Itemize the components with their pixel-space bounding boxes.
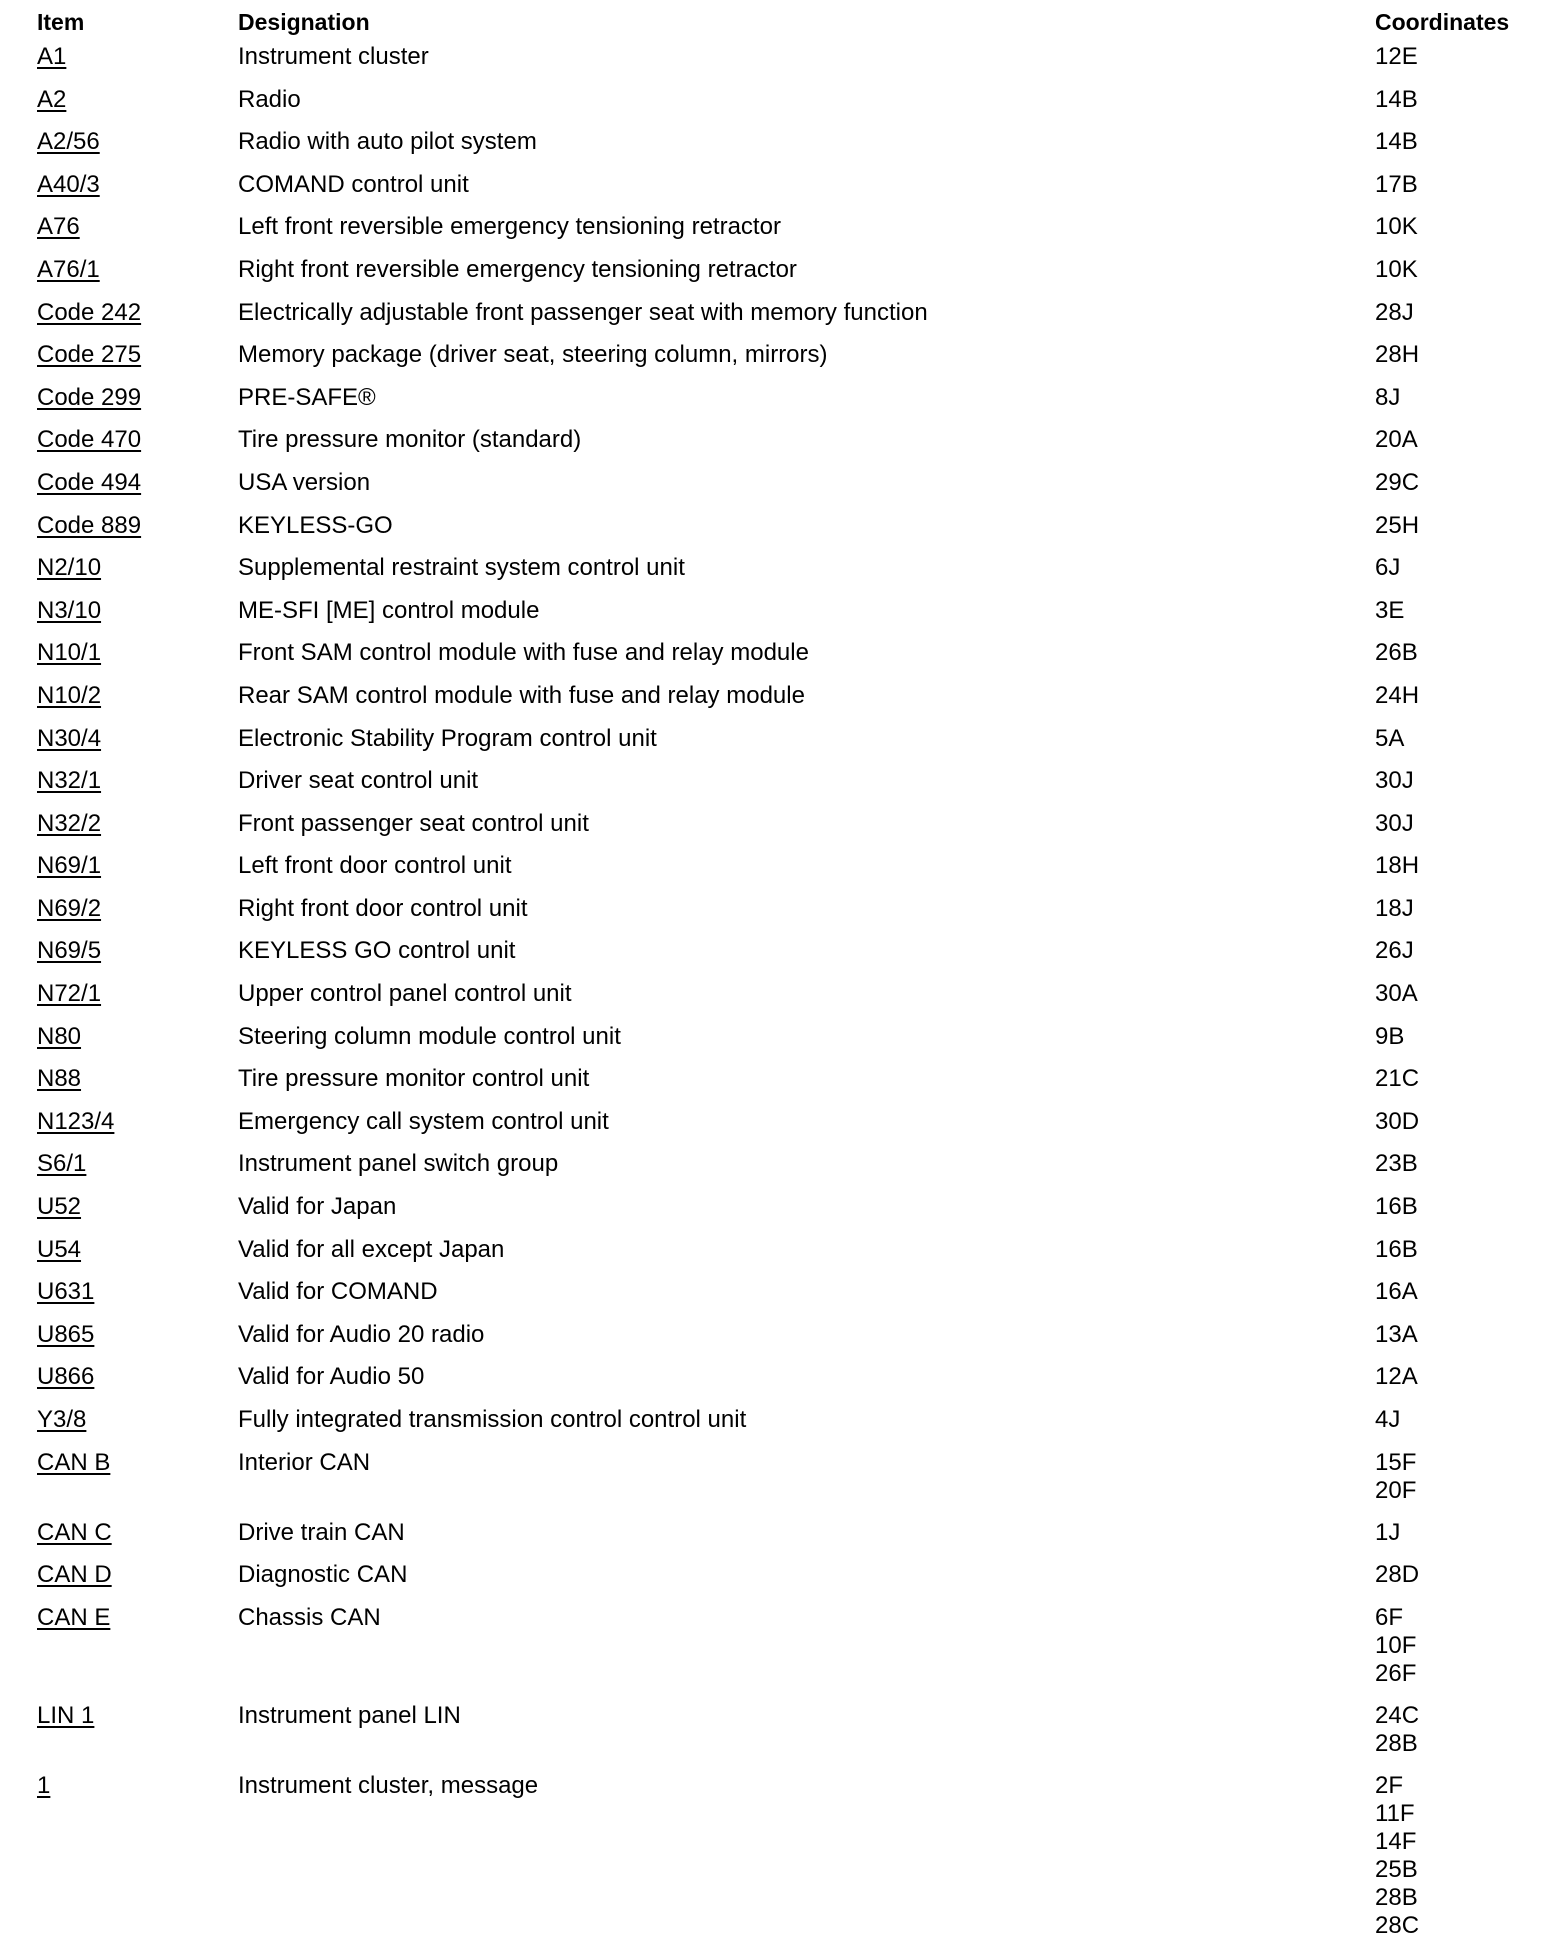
designation-cell: Instrument cluster, message <box>238 1771 539 1799</box>
coordinate-value: 23B <box>1375 1150 1418 1178</box>
designation-cell: COMAND control unit <box>238 170 469 198</box>
designation-cell: Front passenger seat control unit <box>238 809 589 837</box>
item-cell <box>37 1558 238 1601</box>
designation-cell: ME-SFI [ME] control module <box>238 596 540 624</box>
designation-cell: Memory package (driver seat, steering column, mirrors) <box>238 341 828 369</box>
coordinate-value: 16B <box>1375 1193 1418 1221</box>
item-cell <box>37 1147 238 1190</box>
table-row <box>37 423 1527 466</box>
coordinate-value: 26B <box>1375 639 1418 667</box>
coordinates-cell <box>1375 977 1527 1020</box>
item-link[interactable]: A1 <box>37 43 67 70</box>
item-cell <box>37 210 238 253</box>
designation-cell: KEYLESS GO control unit <box>238 937 516 965</box>
table-row <box>37 168 1527 211</box>
coordinates-cell <box>1375 722 1527 765</box>
item-cell <box>37 934 238 977</box>
coordinate-value: 12E <box>1375 43 1418 70</box>
header-row <box>37 4 1527 40</box>
coordinate-value: 26F <box>1375 1659 1417 1687</box>
coordinates-cell <box>1375 381 1527 424</box>
table-row <box>37 1360 1527 1403</box>
item-link[interactable]: S6/1 <box>37 1150 87 1178</box>
item-link[interactable]: N3/10 <box>37 596 102 624</box>
item-cell <box>37 1601 238 1699</box>
coordinate-value: 14B <box>1375 128 1418 156</box>
coordinate-value: 24C <box>1375 1701 1420 1729</box>
coordinates-cell <box>1375 1403 1527 1446</box>
item-link[interactable]: N123/4 <box>37 1107 115 1135</box>
item-link[interactable]: N32/1 <box>37 767 102 795</box>
coordinates-cell <box>1375 253 1527 296</box>
coordinate-value: 26J <box>1375 937 1414 965</box>
item-column-header: Item <box>37 9 85 35</box>
item-link[interactable]: CAN C <box>37 1518 112 1546</box>
table-row <box>37 210 1527 253</box>
table-row <box>37 1558 1527 1601</box>
item-cell <box>37 1190 238 1233</box>
table-row <box>37 1233 1527 1276</box>
table-row <box>37 1275 1527 1318</box>
item-link[interactable]: N10/2 <box>37 681 102 709</box>
designation-cell: Electronic Stability Program control unit <box>238 724 657 752</box>
designation-cell: KEYLESS-GO <box>238 511 393 539</box>
item-cell <box>37 722 238 765</box>
coordinate-value: 12A <box>1375 1363 1418 1391</box>
table-row <box>37 1601 1527 1699</box>
table-row <box>37 338 1527 381</box>
coordinate-value: 25H <box>1375 511 1420 539</box>
coordinate-value: 11F <box>1375 1799 1415 1827</box>
coordinates-cell <box>1375 1769 1527 1951</box>
coordinate-value: 8J <box>1375 383 1401 411</box>
item-cell <box>37 1516 238 1559</box>
coordinates-cell <box>1375 1699 1527 1769</box>
coordinate-value: 28B <box>1375 1883 1418 1911</box>
table-row <box>37 1769 1527 1951</box>
table-row <box>37 125 1527 168</box>
table-row <box>37 1147 1527 1190</box>
table-row <box>37 83 1527 126</box>
designation-cell: Upper control panel control unit <box>238 980 572 1008</box>
item-link[interactable]: CAN B <box>37 1448 111 1476</box>
table-row <box>37 1020 1527 1063</box>
item-link[interactable]: Y3/8 <box>37 1406 87 1433</box>
table-row <box>37 509 1527 552</box>
coordinates-cell <box>1375 1147 1527 1190</box>
coordinate-value: 21C <box>1375 1065 1420 1093</box>
item-cell <box>37 594 238 637</box>
table-row <box>37 977 1527 1020</box>
coordinate-value: 30J <box>1375 767 1414 795</box>
designation-cell: Tire pressure monitor control unit <box>238 1065 590 1093</box>
item-cell <box>37 125 238 168</box>
table-row <box>37 636 1527 679</box>
coordinates-cell <box>1375 892 1527 935</box>
coordinates-cell <box>1375 40 1527 83</box>
coordinates-cell <box>1375 466 1527 509</box>
item-cell <box>37 40 238 83</box>
legend-body <box>37 40 1527 1951</box>
item-link[interactable]: 1 <box>37 1771 51 1799</box>
coordinate-value: 20A <box>1375 426 1418 454</box>
item-cell <box>37 1318 238 1361</box>
item-link[interactable]: A76/1 <box>37 255 100 283</box>
designation-cell: Left front reversible emergency tensioning retractor <box>238 213 781 241</box>
coordinates-cell <box>1375 849 1527 892</box>
coordinates-cell <box>1375 1360 1527 1403</box>
coordinate-value: 9B <box>1375 1022 1405 1050</box>
coordinate-value: 28B <box>1375 1729 1418 1757</box>
item-link[interactable]: LIN 1 <box>37 1701 95 1729</box>
designation-cell: Chassis CAN <box>238 1603 381 1631</box>
table-row <box>37 466 1527 509</box>
table-row <box>37 892 1527 935</box>
item-cell <box>37 679 238 722</box>
coordinates-cell <box>1375 1446 1527 1516</box>
coordinate-value: 28J <box>1375 298 1414 326</box>
designation-cell: Interior CAN <box>238 1448 371 1476</box>
item-link[interactable]: Code 275 <box>37 341 142 369</box>
designation-cell: Drive train CAN <box>238 1518 405 1546</box>
item-link[interactable]: CAN E <box>37 1603 111 1631</box>
item-link[interactable]: Code 470 <box>37 426 142 454</box>
coordinates-cell <box>1375 1233 1527 1276</box>
coordinates-cell <box>1375 1275 1527 1318</box>
item-link[interactable]: N80 <box>37 1022 82 1050</box>
coordinates-cell <box>1375 1020 1527 1063</box>
coordinates-cell <box>1375 125 1527 168</box>
item-link[interactable]: U631 <box>37 1278 95 1306</box>
legend-table <box>37 4 1527 1951</box>
item-cell <box>37 466 238 509</box>
coordinates-cell <box>1375 509 1527 552</box>
coordinates-cell <box>1375 636 1527 679</box>
item-link[interactable]: N69/2 <box>37 894 102 922</box>
item-cell <box>37 977 238 1020</box>
coordinates-cell <box>1375 1558 1527 1601</box>
item-cell <box>37 1769 238 1951</box>
item-cell <box>37 807 238 850</box>
designation-column-header: Designation <box>238 9 370 35</box>
item-link[interactable]: Code 494 <box>37 468 142 496</box>
coordinates-cell <box>1375 1062 1527 1105</box>
item-cell <box>37 338 238 381</box>
coordinate-value: 24H <box>1375 681 1420 709</box>
designation-cell: Instrument panel switch group <box>238 1150 559 1178</box>
item-cell <box>37 1105 238 1148</box>
table-row <box>37 1318 1527 1361</box>
table-row <box>37 1190 1527 1233</box>
coordinate-value: 16B <box>1375 1235 1418 1263</box>
item-link[interactable]: Code 889 <box>37 511 142 539</box>
coordinate-value: 14F <box>1375 1827 1417 1855</box>
item-cell <box>37 1233 238 1276</box>
item-link[interactable]: N69/1 <box>37 852 102 880</box>
item-link[interactable]: U52 <box>37 1193 82 1221</box>
coordinates-cell <box>1375 551 1527 594</box>
item-cell <box>37 423 238 466</box>
item-cell <box>37 1062 238 1105</box>
item-cell <box>37 764 238 807</box>
coordinate-value: 5A <box>1375 724 1405 752</box>
coordinates-cell <box>1375 168 1527 211</box>
table-row <box>37 764 1527 807</box>
coordinates-column-header: Coordinates <box>1375 9 1510 35</box>
item-link[interactable]: N72/1 <box>37 980 102 1008</box>
item-link[interactable]: Code 242 <box>37 298 142 326</box>
designation-cell: Valid for all except Japan <box>238 1235 505 1263</box>
designation-cell: Valid for Audio 20 radio <box>238 1320 485 1348</box>
designation-cell: Left front door control unit <box>238 852 512 880</box>
table-row <box>37 381 1527 424</box>
coordinates-cell <box>1375 296 1527 339</box>
item-link[interactable]: N2/10 <box>37 554 102 582</box>
coordinate-value: 28D <box>1375 1561 1420 1589</box>
table-row <box>37 296 1527 339</box>
item-cell <box>37 1446 238 1516</box>
item-link[interactable]: A40/3 <box>37 170 100 198</box>
table-row <box>37 594 1527 637</box>
coordinates-cell <box>1375 1516 1527 1559</box>
coordinate-value: 6F <box>1375 1603 1404 1631</box>
coordinates-cell <box>1375 338 1527 381</box>
item-link[interactable]: N69/5 <box>37 937 102 965</box>
table-row <box>37 807 1527 850</box>
table-row <box>37 1062 1527 1105</box>
coordinate-value: 6J <box>1375 554 1401 582</box>
designation-cell: Instrument panel LIN <box>238 1701 461 1729</box>
designation-cell: Valid for COMAND <box>238 1278 438 1306</box>
coordinates-cell <box>1375 1190 1527 1233</box>
coordinate-value: 10K <box>1375 213 1418 241</box>
coordinate-value: 30D <box>1375 1107 1420 1135</box>
designation-cell: Right front reversible emergency tensioning retractor <box>238 255 797 283</box>
item-link[interactable]: Code 299 <box>37 383 142 411</box>
designation-cell: Diagnostic CAN <box>238 1561 408 1589</box>
coordinate-value: 2F <box>1375 1771 1404 1799</box>
item-cell <box>37 551 238 594</box>
item-cell <box>37 1020 238 1063</box>
coordinates-cell <box>1375 764 1527 807</box>
table-row <box>37 849 1527 892</box>
designation-cell: Instrument cluster <box>238 43 429 70</box>
coordinates-cell <box>1375 1318 1527 1361</box>
item-link[interactable]: A2/56 <box>37 128 100 156</box>
table-row <box>37 1516 1527 1559</box>
coordinate-value: 4J <box>1375 1406 1401 1433</box>
item-cell <box>37 381 238 424</box>
table-row <box>37 934 1527 977</box>
coordinate-value: 17B <box>1375 170 1418 198</box>
table-row <box>37 1446 1527 1516</box>
item-link[interactable]: N10/1 <box>37 639 102 667</box>
designation-cell: Front SAM control module with fuse and relay module <box>238 639 809 667</box>
coordinate-value: 28C <box>1375 1911 1420 1939</box>
designation-cell: Valid for Japan <box>238 1193 397 1221</box>
designation-cell: Driver seat control unit <box>238 767 479 795</box>
coordinate-value: 15F <box>1375 1448 1417 1476</box>
item-link[interactable]: U866 <box>37 1363 95 1391</box>
coordinate-value: 10F <box>1375 1631 1417 1659</box>
coordinate-value: 14B <box>1375 85 1418 113</box>
designation-cell: Rear SAM control module with fuse and relay module <box>238 681 805 709</box>
table-row <box>37 1403 1527 1446</box>
coordinate-value: 1J <box>1375 1518 1401 1546</box>
item-link[interactable]: U865 <box>37 1320 95 1348</box>
item-link[interactable]: N32/2 <box>37 809 102 837</box>
table-row <box>37 1105 1527 1148</box>
coordinate-value: 29C <box>1375 468 1420 496</box>
item-cell <box>37 1360 238 1403</box>
coordinate-value: 30J <box>1375 809 1414 837</box>
item-cell <box>37 509 238 552</box>
designation-cell: Tire pressure monitor (standard) <box>238 426 582 454</box>
item-link[interactable]: U54 <box>37 1235 82 1263</box>
designation-cell: Electrically adjustable front passenger seat with memory function <box>238 298 928 326</box>
designation-cell: Radio <box>238 85 301 113</box>
coordinate-value: 18H <box>1375 852 1420 880</box>
coordinate-value: 13A <box>1375 1320 1418 1348</box>
coordinates-cell <box>1375 83 1527 126</box>
coordinates-cell <box>1375 210 1527 253</box>
designation-cell: Radio with auto pilot system <box>238 128 537 156</box>
item-cell <box>37 1699 238 1769</box>
designation-cell: Fully integrated transmission control control unit <box>238 1406 747 1433</box>
coordinate-value: 10K <box>1375 255 1418 283</box>
item-cell <box>37 892 238 935</box>
item-link[interactable]: N88 <box>37 1065 82 1093</box>
table-row <box>37 253 1527 296</box>
table-row <box>37 722 1527 765</box>
item-cell <box>37 296 238 339</box>
item-link[interactable]: A2 <box>37 85 67 113</box>
coordinate-value: 16A <box>1375 1278 1418 1306</box>
coordinates-cell <box>1375 1105 1527 1148</box>
item-cell <box>37 168 238 211</box>
designation-cell: PRE-SAFE® <box>238 383 376 411</box>
designation-cell: Supplemental restraint system control unit <box>238 554 685 582</box>
table-row <box>37 551 1527 594</box>
item-cell <box>37 636 238 679</box>
designation-cell: Valid for Audio 50 <box>238 1363 425 1391</box>
coordinate-value: 30A <box>1375 980 1418 1008</box>
item-cell <box>37 1403 238 1446</box>
designation-cell: Steering column module control unit <box>238 1022 621 1050</box>
item-link[interactable]: A76 <box>37 213 80 241</box>
coordinates-cell <box>1375 1601 1527 1699</box>
coordinates-cell <box>1375 934 1527 977</box>
coordinates-cell <box>1375 807 1527 850</box>
coordinate-value: 20F <box>1375 1476 1417 1504</box>
table-row <box>37 679 1527 722</box>
designation-cell: Right front door control unit <box>238 894 528 922</box>
coordinate-value: 18J <box>1375 894 1414 922</box>
item-link[interactable]: CAN D <box>37 1561 112 1589</box>
item-cell <box>37 849 238 892</box>
coordinate-value: 3E <box>1375 596 1405 624</box>
table-row <box>37 40 1527 83</box>
item-link[interactable]: N30/4 <box>37 724 102 752</box>
item-cell <box>37 253 238 296</box>
coordinates-cell <box>1375 423 1527 466</box>
coordinates-cell <box>1375 594 1527 637</box>
designation-cell: USA version <box>238 468 371 496</box>
item-cell <box>37 83 238 126</box>
table-row <box>37 1699 1527 1769</box>
coordinate-value: 25B <box>1375 1855 1418 1883</box>
coordinate-value: 28H <box>1375 341 1420 369</box>
designation-cell: Emergency call system control unit <box>238 1107 609 1135</box>
coordinates-cell <box>1375 679 1527 722</box>
item-cell <box>37 1275 238 1318</box>
